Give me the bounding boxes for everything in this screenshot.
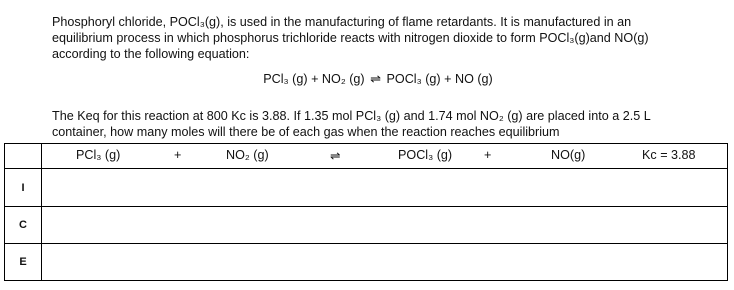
problem-intro xyxy=(52,14,722,62)
intro-line-2: equilibrium process in which phosphorus trichloride reacts with nitrogen dioxide to form POCl₃(g)and NO(g) xyxy=(52,31,649,45)
header-plus-1: + xyxy=(174,148,182,162)
ice-header-cell xyxy=(42,144,728,169)
ice-row-initial xyxy=(5,169,728,207)
ice-table xyxy=(4,143,728,281)
ice-header-row xyxy=(5,144,728,169)
initial-entry-cell[interactable] xyxy=(42,169,728,207)
equilibrium-arrow-icon: ⇌ xyxy=(370,71,381,86)
row-label-initial: I xyxy=(5,169,42,207)
header-equilibrium-arrow-icon: ⇌ xyxy=(330,149,341,163)
ice-corner-cell xyxy=(5,144,42,169)
header-kc-value: Kc = 3.88 xyxy=(642,148,696,162)
header-species-pcl3: PCl₃ (g) xyxy=(76,148,121,162)
row-label-change: C xyxy=(5,207,42,244)
change-entry-cell[interactable] xyxy=(42,207,728,244)
eq-plus-2: + xyxy=(444,72,452,86)
question-line-2: container, how many moles will there be of each gas when the reaction reaches equilibrium xyxy=(52,125,560,139)
reaction-equation xyxy=(0,71,734,87)
eq-reactant-1: PCl₃ (g) xyxy=(263,72,308,86)
row-label-equilibrium: E xyxy=(5,244,42,281)
header-species-pocl3: POCl₃ (g) xyxy=(398,148,453,162)
eq-reactant-2: NO₂ (g) xyxy=(321,72,365,86)
ice-row-equilibrium xyxy=(5,244,728,281)
question-line-1: The Keq for this reaction at 800 Kc is 3.88. If 1.35 mol PCl₃ (g) and 1.74 mol NO₂ (g) are placed into a 2.5 L xyxy=(52,109,651,123)
intro-line-1: Phosphoryl chloride, POCl₃(g), is used in the manufacturing of flame retardants. It is manufactured in an xyxy=(52,15,632,29)
ice-row-change xyxy=(5,207,728,244)
equilibrium-entry-cell[interactable] xyxy=(42,244,728,281)
intro-line-3: according to the following equation: xyxy=(52,47,250,61)
eq-plus-1: + xyxy=(311,72,319,86)
eq-product-1: POCl₃ (g) xyxy=(386,72,441,86)
header-species-no: NO(g) xyxy=(551,148,586,162)
eq-product-2: NO (g) xyxy=(454,72,493,86)
header-species-no2: NO₂ (g) xyxy=(226,148,269,162)
header-plus-2: + xyxy=(484,148,492,162)
problem-question xyxy=(52,108,722,140)
